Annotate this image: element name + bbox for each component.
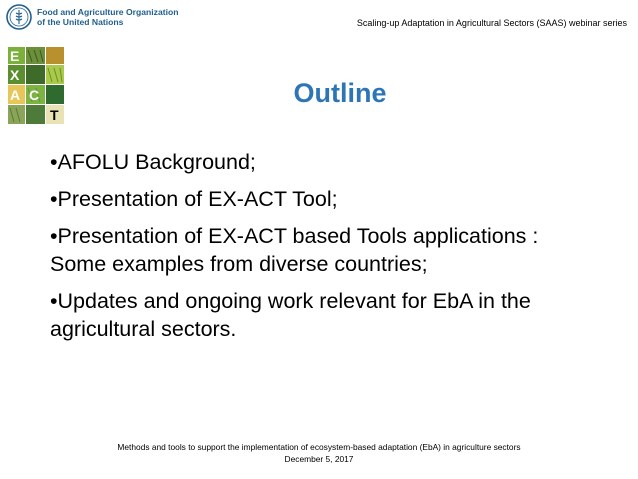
fao-org-line1: Food and Agriculture Organization <box>37 7 179 17</box>
svg-text:T: T <box>50 107 59 123</box>
svg-text:X: X <box>10 67 20 83</box>
series-title: Scaling-up Adaptation in Agricultural Sectors (SAAS) webinar series <box>356 18 627 28</box>
svg-text:C: C <box>29 87 40 103</box>
fao-org-name <box>37 7 178 27</box>
fao-emblem-icon <box>6 4 32 30</box>
bullet-item: •Presentation of EX-ACT based Tools applications : Some examples from diverse countries; <box>50 224 539 276</box>
svg-text:E: E <box>10 48 20 64</box>
bullet-item: •Updates and ongoing work relevant for EbA in the agricultural sectors. <box>50 289 531 341</box>
ex-act-logo-icon <box>6 46 66 126</box>
fao-logo <box>6 3 179 39</box>
footer-date: December 5, 2017 <box>284 454 354 464</box>
bullet-item: •Presentation of EX-ACT Tool; <box>50 187 338 211</box>
svg-text:A: A <box>10 87 21 103</box>
bullet-list <box>50 148 590 351</box>
bullet-item: •AFOLU Background; <box>50 150 256 174</box>
slide-footer <box>0 441 638 465</box>
footer-line1: Methods and tools to support the implementation of ecosystem-based adaptation (EbA) in agriculture sectors <box>117 442 521 452</box>
slide-title: Outline <box>293 78 387 108</box>
fao-org-line2: of the United Nations <box>37 17 124 27</box>
